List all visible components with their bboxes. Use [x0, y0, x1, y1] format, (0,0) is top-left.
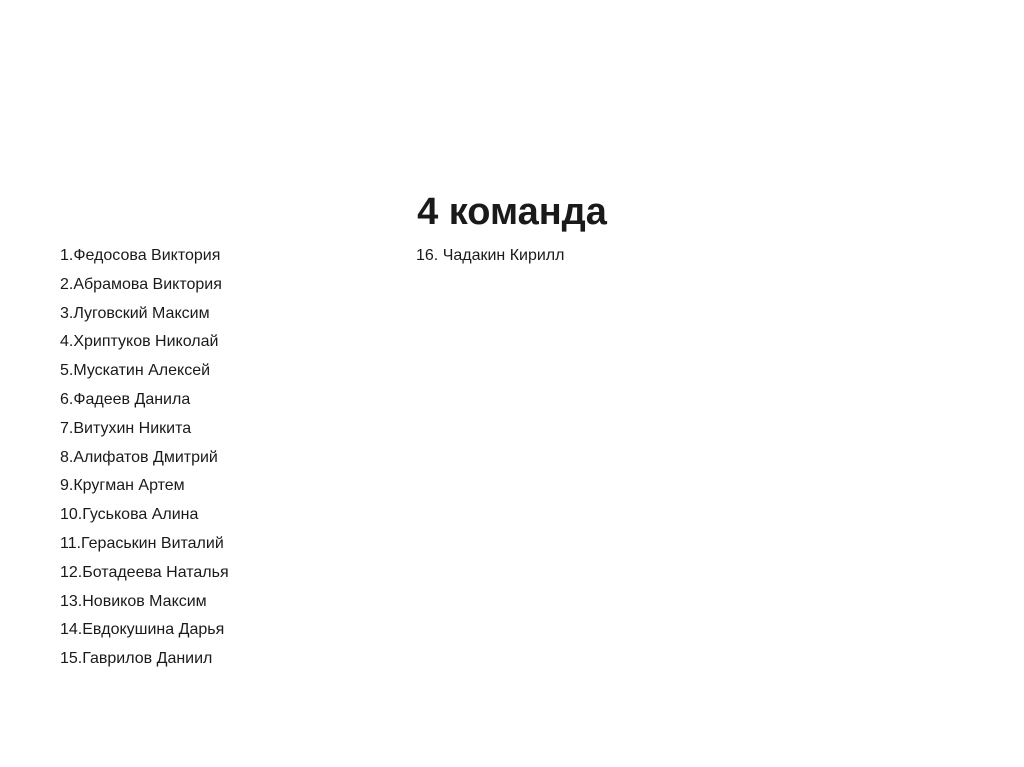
list-item: 7.Витухин Никита — [60, 419, 192, 437]
list-item: 4.Хриптуков Николай — [60, 333, 219, 351]
list-item: 13.Новиков Максим — [60, 592, 207, 610]
list-item: 6.Фадеев Данила — [60, 390, 191, 408]
list-item: 5.Мускатин Алексей — [60, 362, 211, 380]
team-list-right — [416, 242, 564, 271]
list-item: 12.Ботадеева Наталья — [60, 563, 229, 581]
list-item: 2.Абрамова Виктория — [60, 275, 222, 293]
list-item: 3.Луговский Максим — [60, 304, 210, 322]
slide-title: 4 команда — [417, 191, 607, 233]
list-item: 1.Федосова Виктория — [60, 247, 221, 264]
list-item: 15.Гаврилов Даниил — [60, 650, 213, 668]
list-item: 9.Кругман Артем — [60, 477, 185, 495]
list-item: 8.Алифатов Дмитрий — [60, 448, 218, 466]
list-item: 14.Евдокушина Дарья — [60, 621, 225, 639]
list-item: 10.Гуськова Алина — [60, 506, 199, 524]
list-item: 11.Гераськин Виталий — [60, 534, 224, 552]
team-list-left — [60, 242, 229, 674]
list-item: 16. Чадакин Кирилл — [416, 247, 565, 264]
